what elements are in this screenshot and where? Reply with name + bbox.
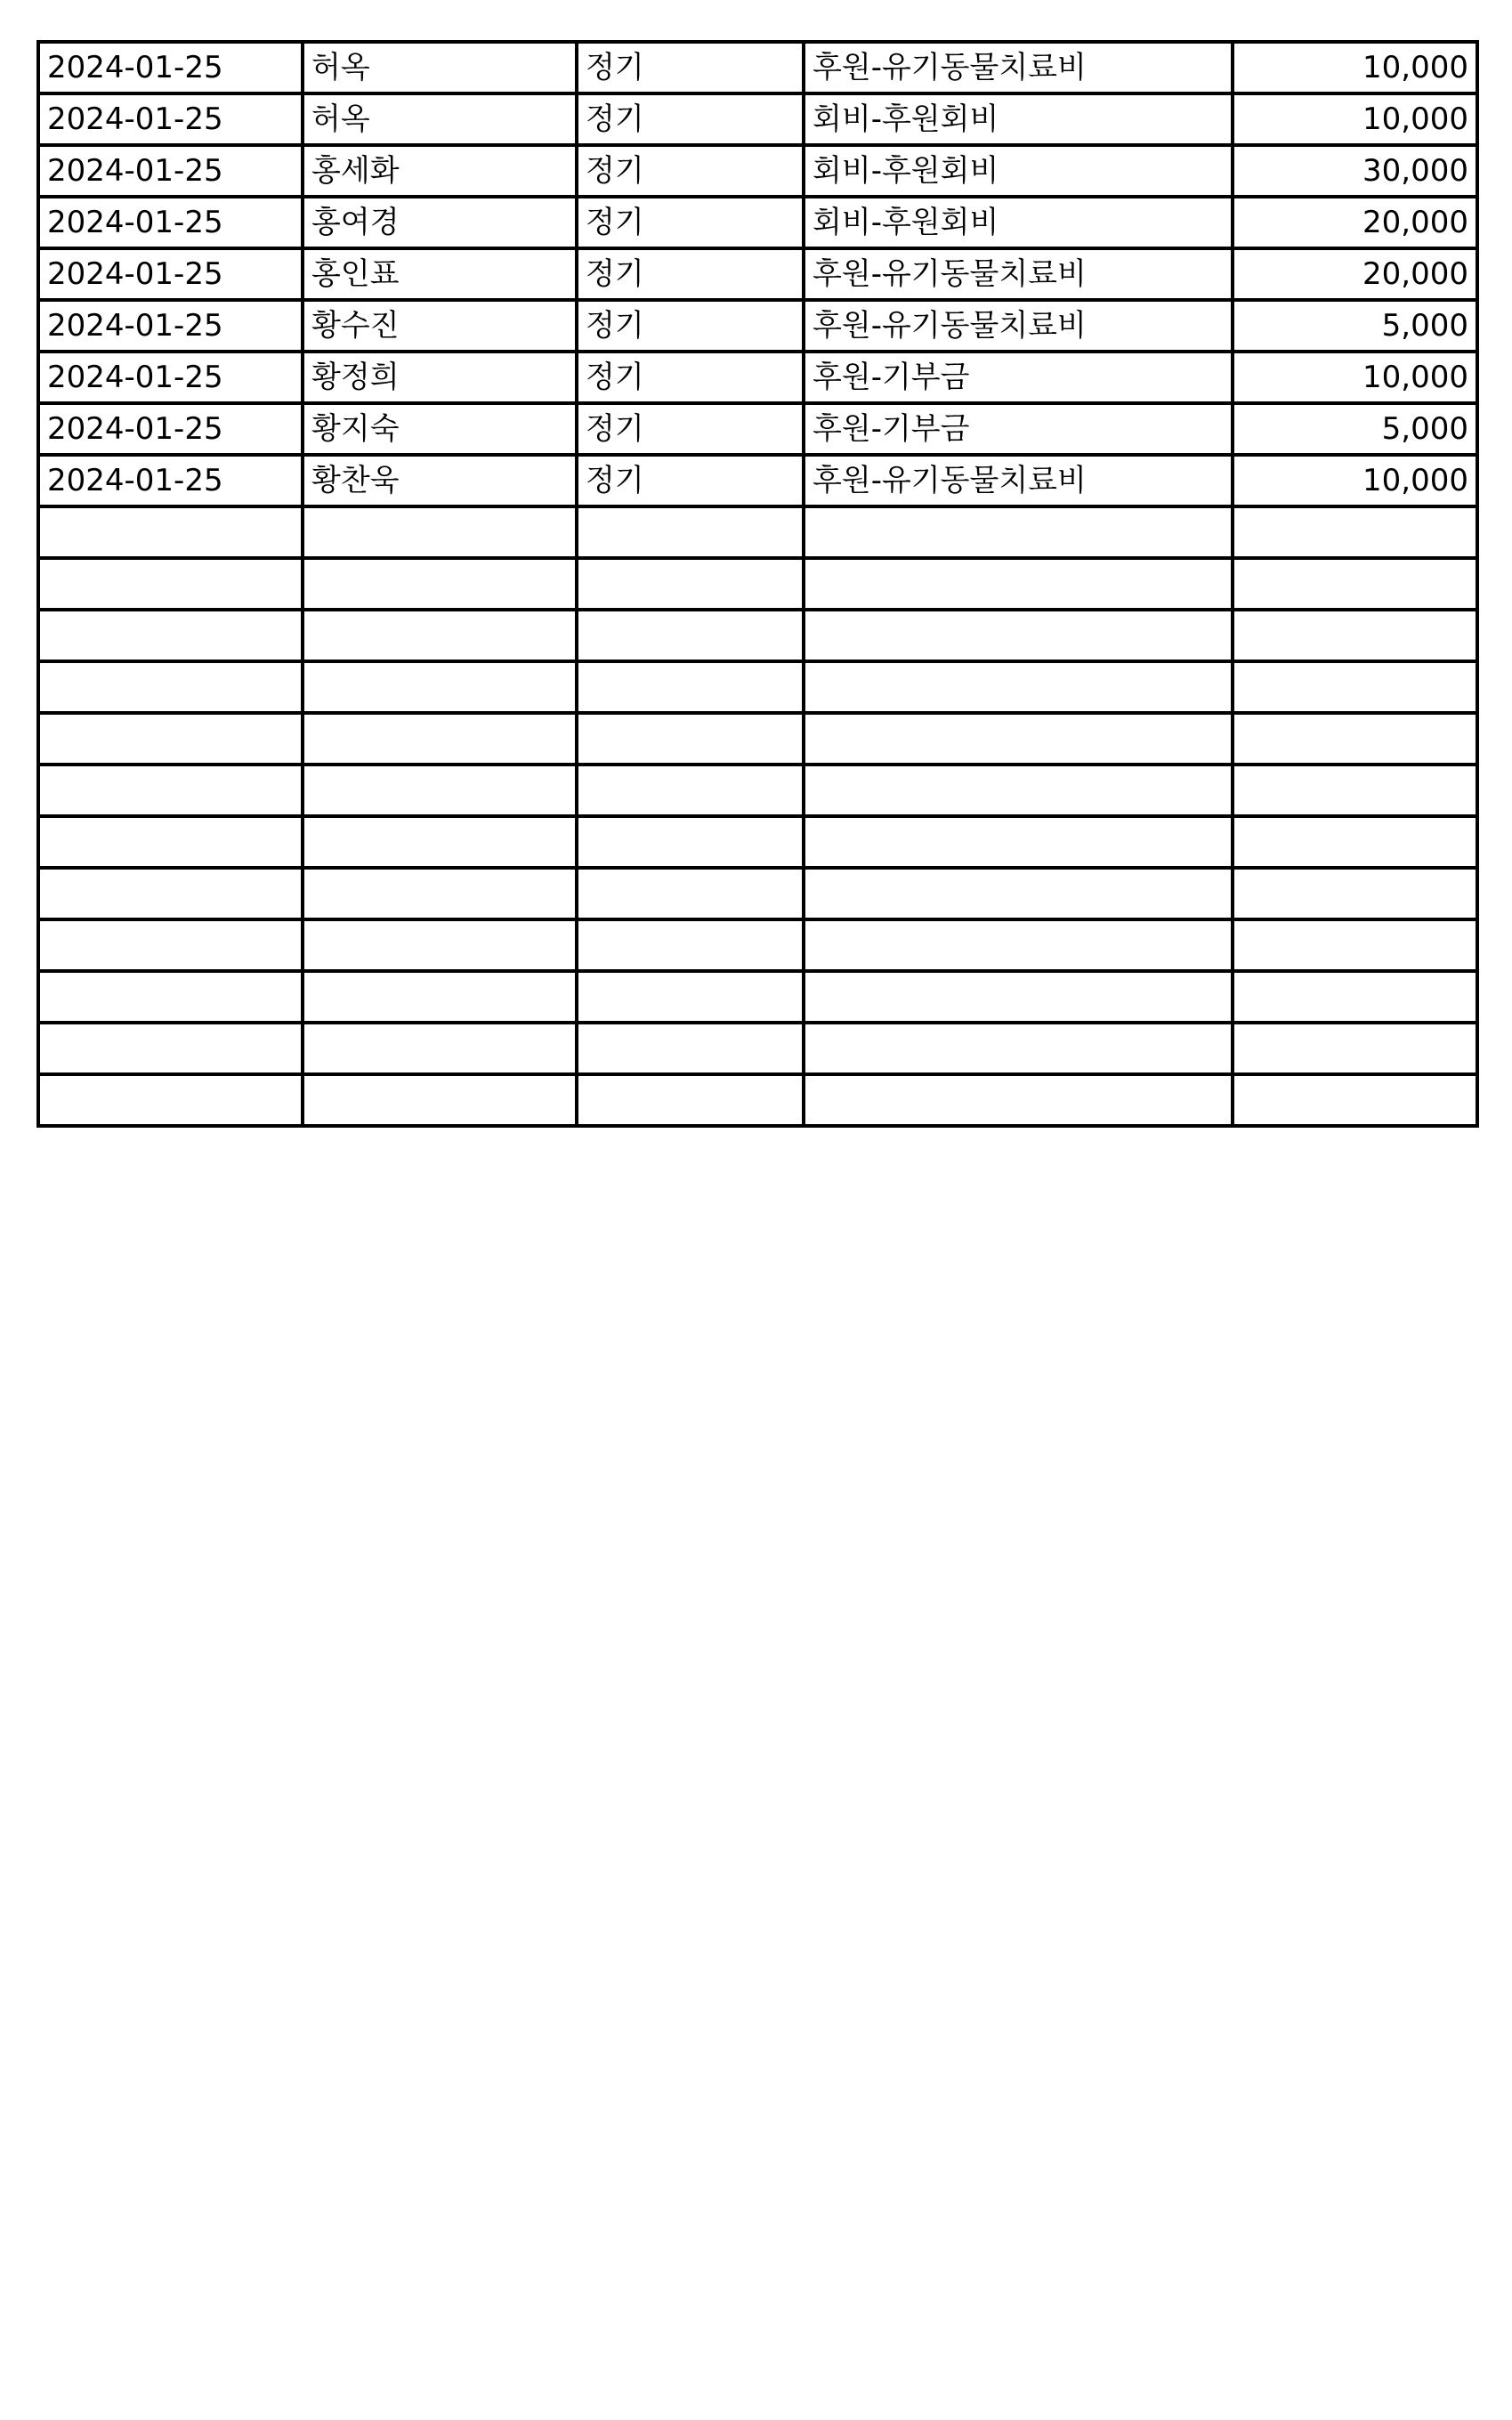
- category-cell: 후원-기부금: [804, 352, 1233, 403]
- donation-ledger-table: [36, 40, 1479, 1128]
- donor-name-cell: 홍인표: [303, 248, 577, 300]
- payment-type-cell: [577, 971, 804, 1023]
- amount-cell: [1233, 506, 1477, 558]
- empty-table-row: [38, 1023, 1477, 1074]
- amount-cell: 20,000: [1233, 197, 1477, 248]
- date-cell: [38, 1023, 303, 1074]
- empty-table-row: [38, 610, 1477, 661]
- date-cell: [38, 868, 303, 919]
- donor-name-cell: 홍여경: [303, 197, 577, 248]
- empty-table-row: [38, 661, 1477, 713]
- category-cell: 후원-유기동물치료비: [804, 42, 1233, 93]
- amount-cell: [1233, 1023, 1477, 1074]
- amount-cell: 20,000: [1233, 248, 1477, 300]
- date-cell: 2024-01-25: [38, 93, 303, 145]
- payment-type-cell: [577, 868, 804, 919]
- payment-type-cell: [577, 1023, 804, 1074]
- donor-name-cell: 홍세화: [303, 145, 577, 197]
- category-cell: 후원-유기동물치료비: [804, 300, 1233, 352]
- donor-name-cell: 황찬욱: [303, 455, 577, 506]
- payment-type-cell: [577, 765, 804, 816]
- amount-cell: 10,000: [1233, 93, 1477, 145]
- date-cell: [38, 610, 303, 661]
- payment-type-cell: [577, 661, 804, 713]
- payment-type-cell: 정기: [577, 300, 804, 352]
- amount-cell: 5,000: [1233, 403, 1477, 455]
- payment-type-cell: 정기: [577, 248, 804, 300]
- amount-cell: [1233, 919, 1477, 971]
- donor-name-cell: [303, 506, 577, 558]
- date-cell: [38, 765, 303, 816]
- empty-table-row: [38, 919, 1477, 971]
- donor-name-cell: 황지숙: [303, 403, 577, 455]
- donor-name-cell: [303, 765, 577, 816]
- table-row: [38, 403, 1477, 455]
- donor-name-cell: [303, 919, 577, 971]
- payment-type-cell: [577, 919, 804, 971]
- category-cell: 후원-유기동물치료비: [804, 455, 1233, 506]
- table-row: [38, 248, 1477, 300]
- amount-cell: [1233, 610, 1477, 661]
- date-cell: [38, 919, 303, 971]
- amount-cell: [1233, 765, 1477, 816]
- date-cell: 2024-01-25: [38, 145, 303, 197]
- donor-name-cell: 허옥: [303, 93, 577, 145]
- date-cell: [38, 558, 303, 610]
- payment-type-cell: 정기: [577, 42, 804, 93]
- table-row: [38, 455, 1477, 506]
- empty-table-row: [38, 558, 1477, 610]
- category-cell: [804, 765, 1233, 816]
- donor-name-cell: 허옥: [303, 42, 577, 93]
- category-cell: 회비-후원회비: [804, 145, 1233, 197]
- payment-type-cell: [577, 816, 804, 868]
- payment-type-cell: 정기: [577, 93, 804, 145]
- donor-name-cell: [303, 610, 577, 661]
- table-row: [38, 93, 1477, 145]
- amount-cell: 10,000: [1233, 455, 1477, 506]
- date-cell: 2024-01-25: [38, 300, 303, 352]
- payment-type-cell: 정기: [577, 352, 804, 403]
- payment-type-cell: 정기: [577, 403, 804, 455]
- date-cell: [38, 713, 303, 765]
- category-cell: [804, 868, 1233, 919]
- amount-cell: 10,000: [1233, 352, 1477, 403]
- donor-name-cell: 황정희: [303, 352, 577, 403]
- donor-name-cell: 황수진: [303, 300, 577, 352]
- empty-table-row: [38, 868, 1477, 919]
- category-cell: 회비-후원회비: [804, 197, 1233, 248]
- empty-table-row: [38, 816, 1477, 868]
- category-cell: 후원-기부금: [804, 403, 1233, 455]
- donor-name-cell: [303, 1023, 577, 1074]
- payment-type-cell: [577, 1074, 804, 1126]
- category-cell: [804, 816, 1233, 868]
- empty-table-row: [38, 506, 1477, 558]
- payment-type-cell: [577, 713, 804, 765]
- category-cell: [804, 1023, 1233, 1074]
- amount-cell: [1233, 868, 1477, 919]
- date-cell: [38, 971, 303, 1023]
- table-row: [38, 300, 1477, 352]
- date-cell: 2024-01-25: [38, 352, 303, 403]
- amount-cell: [1233, 661, 1477, 713]
- table-row: [38, 197, 1477, 248]
- category-cell: [804, 661, 1233, 713]
- amount-cell: [1233, 816, 1477, 868]
- donor-name-cell: [303, 661, 577, 713]
- date-cell: 2024-01-25: [38, 248, 303, 300]
- date-cell: [38, 816, 303, 868]
- amount-cell: 10,000: [1233, 42, 1477, 93]
- table-row: [38, 352, 1477, 403]
- amount-cell: [1233, 558, 1477, 610]
- empty-table-row: [38, 713, 1477, 765]
- category-cell: [804, 610, 1233, 661]
- donor-name-cell: [303, 558, 577, 610]
- date-cell: [38, 661, 303, 713]
- amount-cell: [1233, 713, 1477, 765]
- payment-type-cell: 정기: [577, 197, 804, 248]
- category-cell: [804, 558, 1233, 610]
- category-cell: [804, 506, 1233, 558]
- date-cell: 2024-01-25: [38, 455, 303, 506]
- date-cell: 2024-01-25: [38, 42, 303, 93]
- payment-type-cell: 정기: [577, 145, 804, 197]
- category-cell: [804, 1074, 1233, 1126]
- amount-cell: [1233, 971, 1477, 1023]
- empty-table-row: [38, 1074, 1477, 1126]
- donor-name-cell: [303, 971, 577, 1023]
- donor-name-cell: [303, 1074, 577, 1126]
- date-cell: 2024-01-25: [38, 197, 303, 248]
- empty-table-row: [38, 971, 1477, 1023]
- payment-type-cell: [577, 558, 804, 610]
- date-cell: 2024-01-25: [38, 403, 303, 455]
- date-cell: [38, 506, 303, 558]
- donor-name-cell: [303, 816, 577, 868]
- empty-table-row: [38, 765, 1477, 816]
- category-cell: [804, 919, 1233, 971]
- date-cell: [38, 1074, 303, 1126]
- amount-cell: [1233, 1074, 1477, 1126]
- payment-type-cell: [577, 506, 804, 558]
- amount-cell: 5,000: [1233, 300, 1477, 352]
- ledger-body: [38, 42, 1477, 1126]
- category-cell: [804, 971, 1233, 1023]
- donor-name-cell: [303, 713, 577, 765]
- amount-cell: 30,000: [1233, 145, 1477, 197]
- payment-type-cell: 정기: [577, 455, 804, 506]
- table-row: [38, 42, 1477, 93]
- category-cell: 회비-후원회비: [804, 93, 1233, 145]
- category-cell: 후원-유기동물치료비: [804, 248, 1233, 300]
- donor-name-cell: [303, 868, 577, 919]
- payment-type-cell: [577, 610, 804, 661]
- category-cell: [804, 713, 1233, 765]
- table-row: [38, 145, 1477, 197]
